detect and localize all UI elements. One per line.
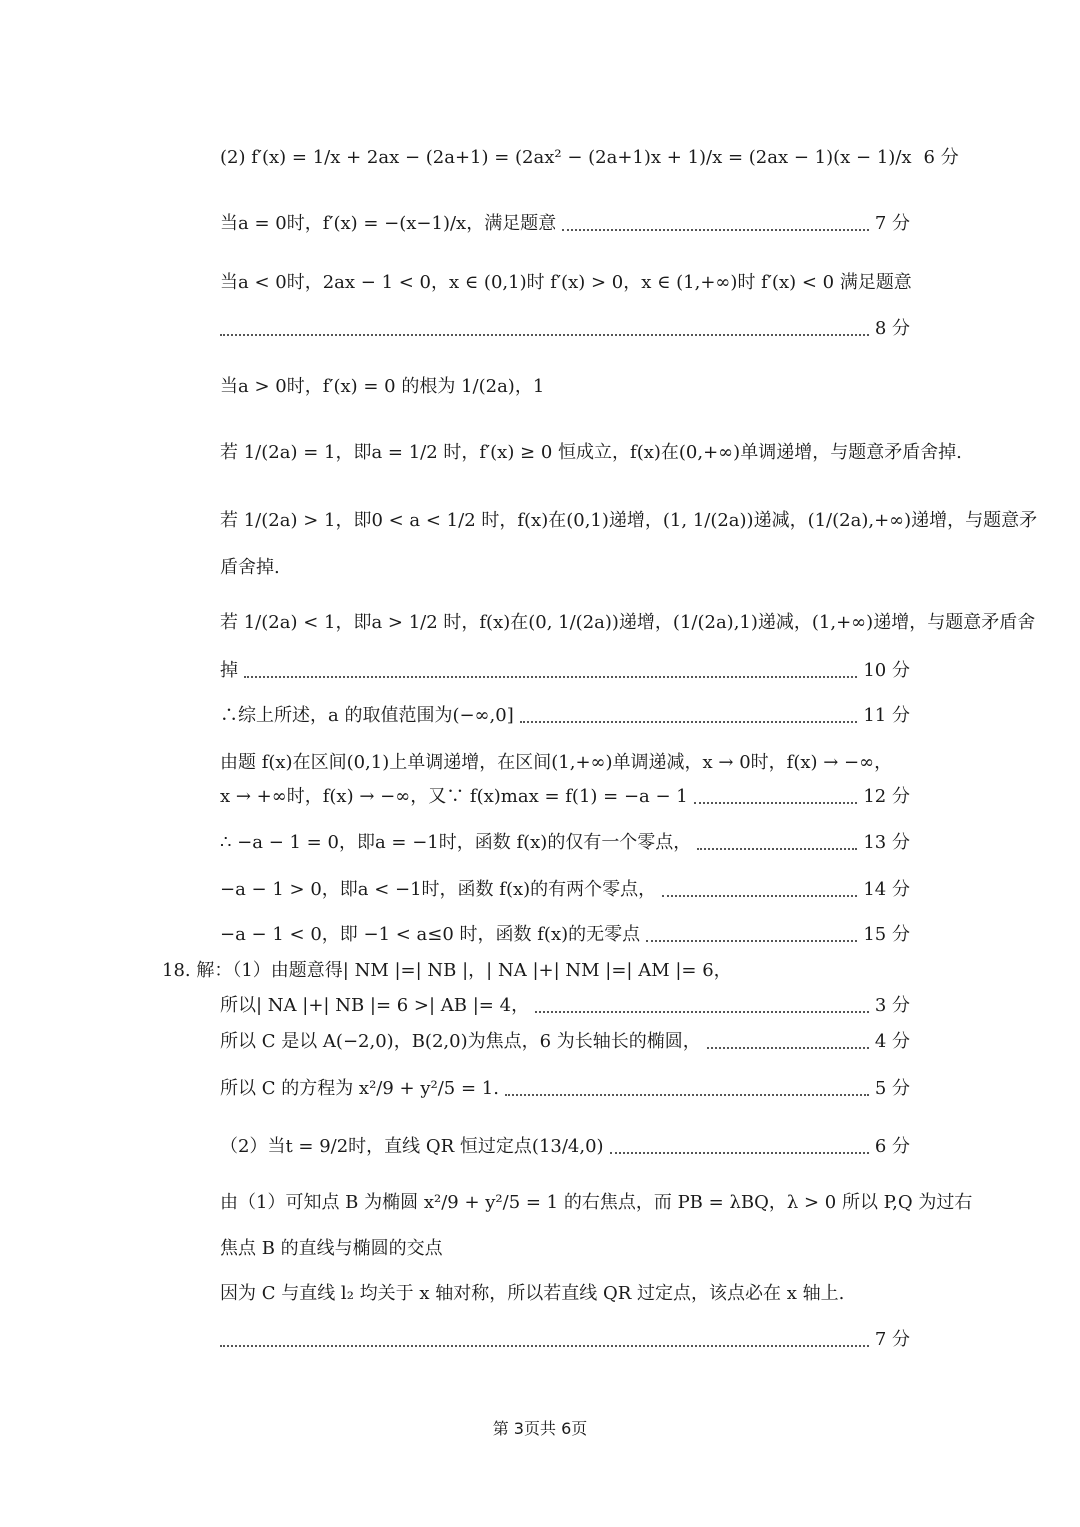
leader-dots xyxy=(535,1011,869,1013)
line-text: 由题 f(x)在区间(0,1)上单调递增，在区间(1,+∞)单调递减，x → 0时，f(x) → −∞， xyxy=(220,752,893,773)
leader-dots xyxy=(646,940,857,942)
line-text: 当a = 0时，f′(x) = −(x−1)/x，满足题意 xyxy=(220,213,557,234)
line-subcase-greater-cont xyxy=(220,555,910,581)
line-case-a-zero xyxy=(220,211,910,237)
leader-dots xyxy=(610,1152,869,1154)
leader-dots xyxy=(697,848,857,850)
line-one-zero xyxy=(220,830,910,856)
line-text: 当a < 0时，2ax − 1 < 0，x ∈ (0,1)时 f′(x) > 0，x ∈ (1,+∞)时 f′(x) < 0 满足题意 xyxy=(220,272,912,293)
leader-dots xyxy=(244,676,857,678)
line-score-7-final xyxy=(220,1327,910,1353)
line-text: ∴综上所述，a 的取值范围为(−∞,0] xyxy=(220,705,514,726)
page-footer: 第 3页共 6页 xyxy=(492,1419,588,1438)
line-monotonic xyxy=(220,750,910,776)
line-two-zeros xyxy=(220,877,910,903)
score: 5 分 xyxy=(874,1078,910,1099)
line-text: 所以 C 是以 A(−2,0)，B(2,0)为焦点，6 为长轴长的椭圆， xyxy=(220,1031,701,1052)
score: 14 分 xyxy=(863,879,910,900)
leader-dots xyxy=(505,1094,869,1096)
line-no-zeros xyxy=(220,922,910,948)
score: 11 分 xyxy=(863,705,910,726)
line-text: 若 1/(2a) > 1，即0 < a < 1/2 时，f(x)在(0,1)递增，(1, 1/(2a))递减，(1/(2a),+∞)递增，与题意矛 xyxy=(220,510,1038,531)
score: 3 分 xyxy=(874,995,910,1016)
leader-dots xyxy=(562,229,869,231)
line-text: 若 1/(2a) = 1，即a = 1/2 时，f′(x) ≥ 0 恒成立，f(x)在(0,+∞)单调递增，与题意矛盾舍掉. xyxy=(220,442,962,463)
leader-dots xyxy=(694,802,858,804)
line-conclusion-range xyxy=(220,703,910,729)
line-subcase-greater xyxy=(220,508,1038,534)
leader-dots xyxy=(220,334,869,336)
score: 6 分 xyxy=(874,1136,910,1157)
line-text: 因为 C 与直线 l₂ 均关于 x 轴对称，所以若直线 QR 过定点，该点必在 x 轴上. xyxy=(220,1283,845,1304)
leader-dots xyxy=(707,1047,869,1049)
leader-dots xyxy=(662,895,857,897)
line-case-a-negative xyxy=(220,270,910,296)
line-text: 所以 C 的方程为 x²/9 + y²/5 = 1. xyxy=(220,1078,499,1099)
line-score-10 xyxy=(220,658,910,684)
score: 10 分 xyxy=(863,660,910,681)
line-q18-focus-cont xyxy=(220,1236,910,1262)
line-case-a-positive xyxy=(220,374,910,400)
score: 12 分 xyxy=(863,786,910,807)
score: 7 分 xyxy=(874,1329,910,1350)
line-text: （2）当t = 9/2时，直线 QR 恒过定点(13/4,0) xyxy=(220,1136,604,1157)
line-q18-equation xyxy=(220,1076,910,1102)
score: 6 分 xyxy=(923,147,959,168)
leader-dots xyxy=(520,721,858,723)
line-subcase-less xyxy=(220,610,1036,636)
line-limit-max xyxy=(220,784,910,810)
line-text: −a − 1 > 0，即a < −1时，函数 f(x)的有两个零点， xyxy=(220,879,657,900)
line-subcase-equal xyxy=(220,440,962,466)
line-text: x → +∞时，f(x) → −∞，又∵ f(x)max = f(1) = −a − 1 xyxy=(220,786,688,807)
score: 15 分 xyxy=(863,924,910,945)
score: 8 分 xyxy=(874,318,910,339)
leader-dots xyxy=(220,1345,869,1347)
line-q18-sum xyxy=(220,993,910,1019)
line-text: −a − 1 < 0，即 −1 < a≤0 时，函数 f(x)的无零点 xyxy=(220,924,641,945)
line-text: 所以| NA |+| NB |= 6 >| AB |= 4， xyxy=(220,995,530,1016)
line-text: 盾舍掉. xyxy=(220,557,280,578)
line-text: 若 1/(2a) < 1，即a > 1/2 时，f(x)在(0, 1/(2a))递增，(1/(2a),1)递减，(1,+∞)递增，与题意矛盾舍 xyxy=(220,612,1036,633)
line-text: 当a > 0时，f′(x) = 0 的根为 1/(2a)，1 xyxy=(220,376,545,397)
line-score-8 xyxy=(220,316,910,342)
line-text: 掉 xyxy=(220,660,238,681)
score: 4 分 xyxy=(874,1031,910,1052)
line-q18-foci xyxy=(220,1029,910,1055)
line-q18-start xyxy=(162,958,852,984)
line-2-derivative xyxy=(220,145,959,171)
line-text: (2) f′(x) = 1/x + 2ax − (2a+1) = (2ax² − (2a+1)x + 1)/x = (2ax − 1)(x − 1)/x xyxy=(220,147,912,168)
score: 13 分 xyxy=(863,832,910,853)
score: 7 分 xyxy=(874,213,910,234)
line-q18-part2 xyxy=(220,1134,910,1160)
line-q18-symmetry xyxy=(220,1281,910,1307)
line-text: ∴ −a − 1 = 0，即a = −1时，函数 f(x)的仅有一个零点， xyxy=(220,832,692,853)
line-text: 18. 解：（1）由题意得| NM |=| NB |，| NA |+| NM |=| AM |= 6， xyxy=(162,960,732,981)
line-q18-focus xyxy=(220,1190,973,1216)
line-text: 焦点 B 的直线与椭圆的交点 xyxy=(220,1238,443,1259)
line-text: 由（1）可知点 B 为椭圆 x²/9 + y²/5 = 1 的右焦点，而 PB = λBQ，λ > 0 所以 P,Q 为过右 xyxy=(220,1192,973,1213)
